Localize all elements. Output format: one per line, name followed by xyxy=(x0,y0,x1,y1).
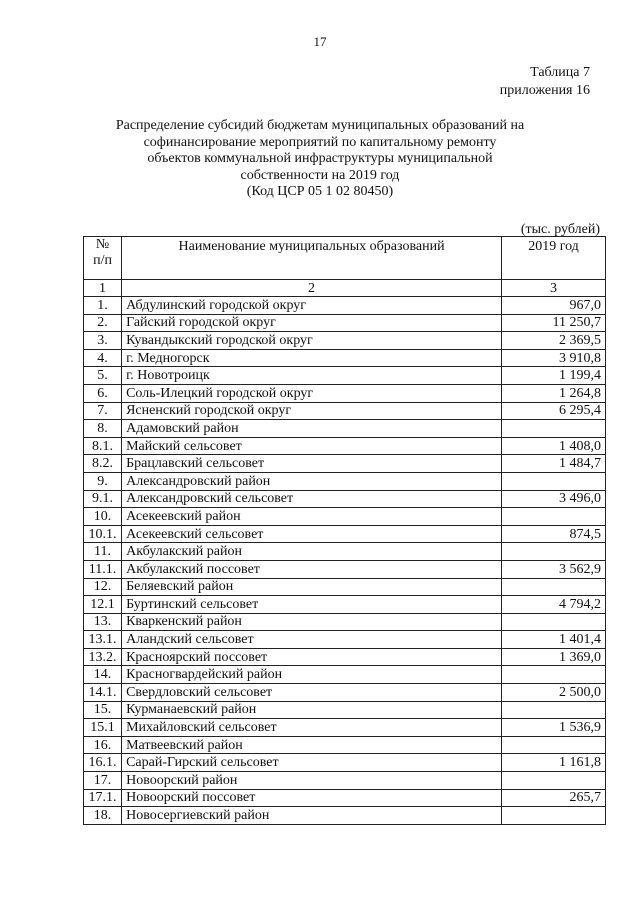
table-row xyxy=(84,332,606,350)
row-name: г. Медногорск xyxy=(122,349,502,367)
table-reference xyxy=(500,64,590,100)
row-value: 1 536,9 xyxy=(502,719,606,737)
table-row xyxy=(84,508,606,526)
row-number: 12. xyxy=(84,578,122,596)
row-name: Александровский сельсовет xyxy=(122,490,502,508)
row-name: Беляевский район xyxy=(122,578,502,596)
table-row xyxy=(84,525,606,543)
row-number: 1. xyxy=(84,297,122,315)
table-body xyxy=(84,297,606,825)
table-row xyxy=(84,772,606,790)
row-value xyxy=(502,701,606,719)
row-value: 967,0 xyxy=(502,297,606,315)
row-value: 11 250,7 xyxy=(502,314,606,332)
row-name: Аландский сельсовет xyxy=(122,631,502,649)
table-row xyxy=(84,754,606,772)
table-row xyxy=(84,807,606,825)
title-line: (Код ЦСР 05 1 02 80450) xyxy=(246,184,394,199)
row-name: Асекеевский район xyxy=(122,508,502,526)
column-index-row xyxy=(84,280,606,297)
table-row xyxy=(84,736,606,754)
row-value: 1 161,8 xyxy=(502,754,606,772)
row-number: 10.1. xyxy=(84,525,122,543)
row-name: Соль-Илецкий городской округ xyxy=(122,384,502,402)
row-name: Кваркенский район xyxy=(122,613,502,631)
row-number: 11. xyxy=(84,543,122,561)
row-value xyxy=(502,472,606,490)
row-value: 3 562,9 xyxy=(502,560,606,578)
row-number: 17. xyxy=(84,772,122,790)
table-row xyxy=(84,314,606,332)
row-value: 265,7 xyxy=(502,789,606,807)
row-number: 2. xyxy=(84,314,122,332)
row-value xyxy=(502,613,606,631)
row-number: 11.1. xyxy=(84,560,122,578)
row-number: 15. xyxy=(84,701,122,719)
row-value: 1 264,8 xyxy=(502,384,606,402)
row-value: 1 484,7 xyxy=(502,455,606,473)
table-header-row xyxy=(84,237,606,280)
row-number: 8.1. xyxy=(84,437,122,455)
row-value xyxy=(502,543,606,561)
table-row xyxy=(84,719,606,737)
row-value xyxy=(502,420,606,438)
column-index-cell: 2 xyxy=(122,280,502,297)
table-row xyxy=(84,297,606,315)
table-reference-line2: приложения 16 xyxy=(499,83,590,98)
table-row xyxy=(84,596,606,614)
row-number: 16.1. xyxy=(84,754,122,772)
table-row xyxy=(84,420,606,438)
row-name: Сарай-Гирский сельсовет xyxy=(122,754,502,772)
row-number: 15.1 xyxy=(84,719,122,737)
row-number: 16. xyxy=(84,736,122,754)
row-name: Красногвардейский район xyxy=(122,666,502,684)
row-number: 14.1. xyxy=(84,684,122,702)
title-line: объектов коммунальной инфраструктуры муниципальной xyxy=(147,151,493,166)
title-line: собственности на 2019 год xyxy=(240,167,400,183)
row-name: Акбулакский район xyxy=(122,543,502,561)
header-number xyxy=(84,237,122,280)
row-number: 9. xyxy=(84,472,122,490)
row-value xyxy=(502,666,606,684)
row-name: Адамовский район xyxy=(122,420,502,438)
row-name: Майский сельсовет xyxy=(122,437,502,455)
row-number: 9.1. xyxy=(84,490,122,508)
header-value: 2019 год xyxy=(502,237,606,280)
table-row xyxy=(84,789,606,807)
row-number: 7. xyxy=(84,402,122,420)
row-number: 18. xyxy=(84,807,122,825)
row-value: 1 408,0 xyxy=(502,437,606,455)
row-value xyxy=(502,736,606,754)
row-name: Асекеевский сельсовет xyxy=(122,525,502,543)
row-number: 12.1 xyxy=(84,596,122,614)
header-number-line2: п/п xyxy=(93,253,112,268)
table-row xyxy=(84,631,606,649)
row-name: Матвеевский район xyxy=(122,736,502,754)
table-row xyxy=(84,384,606,402)
table-row xyxy=(84,648,606,666)
row-value: 6 295,4 xyxy=(502,402,606,420)
page-number: 17 xyxy=(313,34,327,49)
row-value: 1 369,0 xyxy=(502,648,606,666)
table-row xyxy=(84,437,606,455)
row-name: Брацлавский сельсовет xyxy=(122,455,502,473)
row-name: Кувандыкский городской округ xyxy=(122,332,502,350)
row-value xyxy=(502,508,606,526)
row-name: Гайский городской округ xyxy=(122,314,502,332)
table-row xyxy=(84,613,606,631)
table-row xyxy=(84,455,606,473)
table-row xyxy=(84,578,606,596)
header-name: Наименование муниципальных образований xyxy=(122,237,502,280)
table-row xyxy=(84,490,606,508)
table-row xyxy=(84,701,606,719)
row-number: 8.2. xyxy=(84,455,122,473)
row-value: 874,5 xyxy=(502,525,606,543)
table-row xyxy=(84,402,606,420)
row-value xyxy=(502,807,606,825)
title-line: софинансирование мероприятий по капитальному ремонту xyxy=(143,134,497,150)
row-name: Курманаевский район xyxy=(122,701,502,719)
row-number: 8. xyxy=(84,420,122,438)
table-row xyxy=(84,367,606,385)
row-value: 2 500,0 xyxy=(502,684,606,702)
row-name: Буртинский сельсовет xyxy=(122,596,502,614)
row-number: 10. xyxy=(84,508,122,526)
row-name: Новосергиевский район xyxy=(122,807,502,825)
row-number: 13.1. xyxy=(84,631,122,649)
row-number: 3. xyxy=(84,332,122,350)
row-name: Свердловский сельсовет xyxy=(122,684,502,702)
table-row xyxy=(84,472,606,490)
row-number: 6. xyxy=(84,384,122,402)
table-row xyxy=(84,666,606,684)
table-row xyxy=(84,684,606,702)
header-number-line1: № xyxy=(95,237,110,252)
row-number: 4. xyxy=(84,349,122,367)
title-line: Распределение субсидий бюджетам муниципальных образований на xyxy=(115,118,525,133)
table-reference-line1: Таблица 7 xyxy=(530,65,590,80)
row-value: 2 369,5 xyxy=(502,332,606,350)
row-value: 1 401,4 xyxy=(502,631,606,649)
row-value xyxy=(502,772,606,790)
row-number: 5. xyxy=(84,367,122,385)
row-value: 4 794,2 xyxy=(502,596,606,614)
table-row xyxy=(84,560,606,578)
row-name: Акбулакский поссовет xyxy=(122,560,502,578)
row-name: Новоорский поссовет xyxy=(122,789,502,807)
row-value xyxy=(502,578,606,596)
table-row xyxy=(84,349,606,367)
row-name: Александровский район xyxy=(122,472,502,490)
row-name: г. Новотроицк xyxy=(122,367,502,385)
row-value: 1 199,4 xyxy=(502,367,606,385)
row-number: 13.2. xyxy=(84,648,122,666)
subsidy-table xyxy=(83,236,606,825)
row-value: 3 910,8 xyxy=(502,349,606,367)
row-value: 3 496,0 xyxy=(502,490,606,508)
row-name: Абдулинский городской округ xyxy=(122,297,502,315)
unit-label: (тыс. рублей) xyxy=(520,222,600,237)
row-name: Новоорский район xyxy=(122,772,502,790)
column-index-cell: 3 xyxy=(502,280,606,297)
row-number: 13. xyxy=(84,613,122,631)
column-index-cell: 1 xyxy=(84,280,122,297)
row-name: Михайловский сельсовет xyxy=(122,719,502,737)
row-name: Красноярский поссовет xyxy=(122,648,502,666)
row-name: Ясненский городской округ xyxy=(122,402,502,420)
row-number: 17.1. xyxy=(84,789,122,807)
document-title xyxy=(60,118,580,201)
row-number: 14. xyxy=(84,666,122,684)
table-row xyxy=(84,543,606,561)
